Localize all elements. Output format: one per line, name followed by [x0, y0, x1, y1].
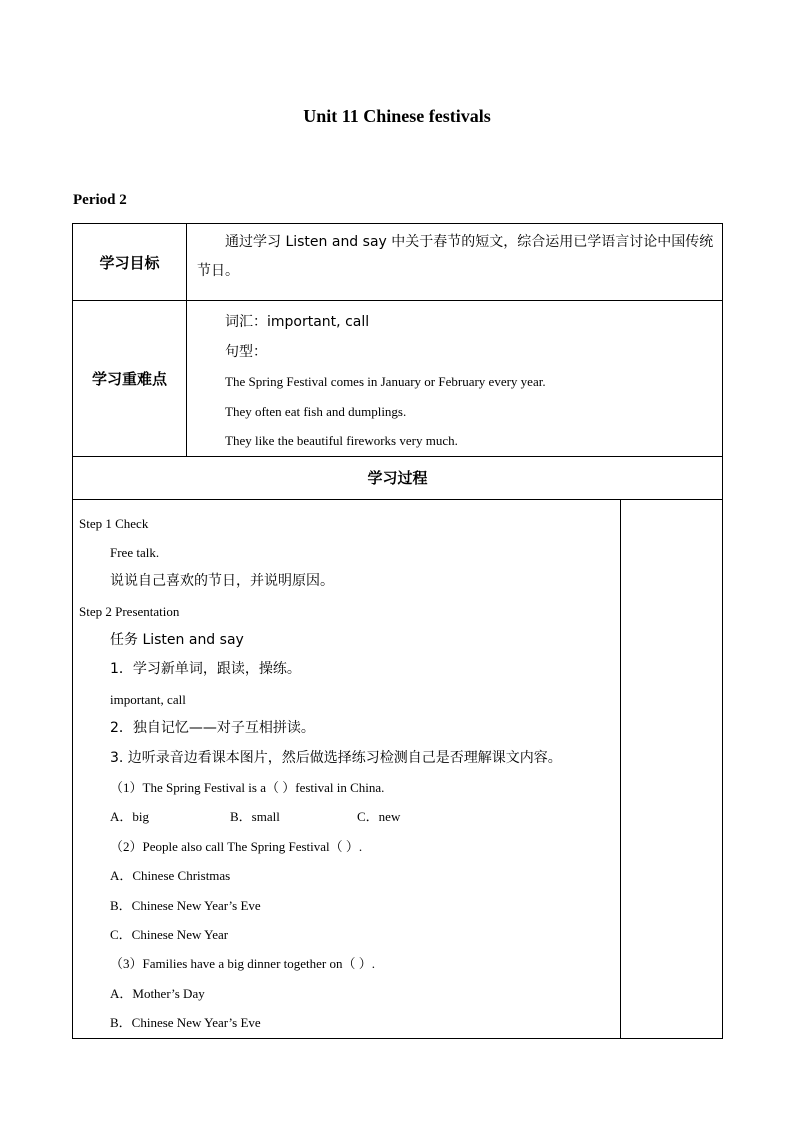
question: （3）Families have a big dinner together on（ ）. [110, 956, 376, 972]
step-heading: Step 2 Presentation [79, 603, 180, 619]
document-title: Unit 11 Chinese festivals [303, 106, 491, 126]
sentence-line: They like the beautiful fireworks very much. [225, 433, 458, 448]
process-header-row [73, 456, 723, 499]
task-item: 1．学习新单词，跟读，操练。 [110, 661, 301, 678]
sentence-label: 句型： [225, 343, 267, 360]
option-row [79, 802, 620, 831]
activity-line: Free talk. [110, 544, 160, 560]
period-label: Period 2 [73, 192, 127, 208]
option: B．Chinese New Year’s Eve [110, 897, 261, 913]
objectives-text: 通过学习 Listen and say 中关于春节的短文，综合运用已学语言讨论中国传统节日。 [187, 224, 723, 301]
option: A．big [110, 809, 150, 825]
task-item: 2．独自记忆——对子互相拼读。 [110, 720, 315, 737]
task-line: 任务 Listen and say [110, 632, 244, 649]
option: A．Chinese Christmas [110, 868, 231, 884]
key-points-row [73, 301, 723, 457]
option: B．Chinese New Year’s Eve [110, 1015, 261, 1031]
process-content [73, 499, 621, 1038]
notes-column [621, 499, 723, 1038]
question: （2）People also call The Spring Festival（ ）. [110, 838, 363, 854]
objectives-label: 学习目标 [73, 224, 187, 301]
process-header: 学习过程 [73, 456, 723, 499]
lesson-plan-table [72, 223, 723, 1039]
option: C．new [357, 809, 401, 825]
objectives-row [73, 224, 723, 301]
task-item: 3. 边听录音边看课本图片，然后做选择练习检测自己是否理解课文内容。 [110, 749, 562, 766]
step-heading: Step 1 Check [79, 515, 149, 531]
process-row [73, 499, 723, 1038]
option: C．Chinese New Year [110, 926, 229, 942]
key-points-label: 学习重难点 [73, 301, 187, 457]
key-points-content [187, 301, 723, 457]
question: （1）The Spring Festival is a（ ）festival in China. [110, 780, 385, 796]
activity-line: 说说自己喜欢的节日，并说明原因。 [110, 573, 334, 590]
sentence-line: The Spring Festival comes in January or February every year. [225, 374, 546, 389]
option: A．Mother’s Day [110, 985, 205, 1001]
option: B．small [230, 809, 280, 825]
words-line: important, call [110, 691, 186, 707]
vocab-line: 词汇：important, call [225, 314, 370, 330]
sentence-line: They often eat fish and dumplings. [225, 403, 407, 419]
